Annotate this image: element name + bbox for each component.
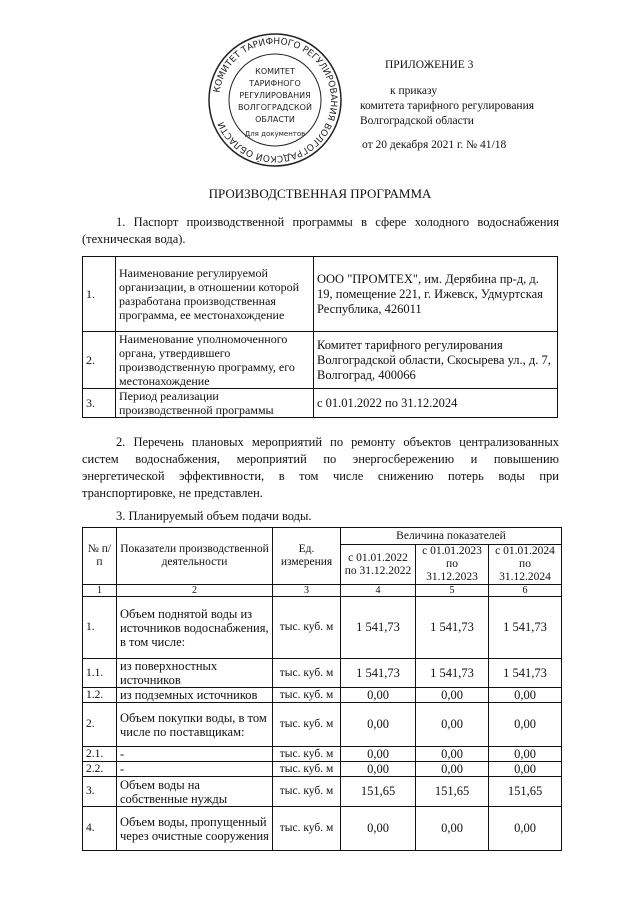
- value-2024: 0,00: [489, 688, 562, 703]
- row-indicator: Объем воды на собственные нужды: [117, 777, 273, 807]
- row-unit: тыс. куб. м: [273, 807, 341, 851]
- value-2022: 0,00: [341, 703, 416, 747]
- row-indicator: из поверхностных источников: [117, 659, 273, 688]
- value-2022: 1 541,73: [341, 597, 416, 659]
- svg-text:ВОЛГОГРАДСКОЙ: ВОЛГОГРАДСКОЙ: [238, 103, 312, 112]
- svg-text:Для документов: Для документов: [244, 130, 306, 138]
- value-2022: 151,65: [341, 777, 416, 807]
- committee-label: комитета тарифного регулирования: [360, 100, 535, 112]
- svg-text:КОМИТЕТ ТАРИФНОГО РЕГУЛИРОВАНИ: КОМИТЕТ ТАРИФНОГО РЕГУЛИРОВАНИЯ ВОЛГОГРАДСКОЙ ОБЛАСТИ: [212, 36, 339, 164]
- passport-table: [82, 256, 558, 418]
- order-label: к приказу: [390, 85, 438, 97]
- col-num: 5: [416, 585, 489, 597]
- value-2023: 0,00: [416, 762, 489, 777]
- header-period-2023: с 01.01.2023 по 31.12.2023: [416, 545, 489, 585]
- section-3-heading: 3. Планируемый объем подачи воды.: [116, 509, 312, 523]
- value-2023: 0,00: [416, 703, 489, 747]
- value-2022: 1 541,73: [341, 659, 416, 688]
- value-2023: 0,00: [416, 688, 489, 703]
- value-2022: 0,00: [341, 807, 416, 851]
- row-number: 1.1.: [83, 659, 117, 688]
- col-num: 3: [273, 585, 341, 597]
- row-number: 3.: [83, 777, 117, 807]
- row-unit: тыс. куб. м: [273, 703, 341, 747]
- table-row: [83, 389, 558, 418]
- row-unit: тыс. куб. м: [273, 659, 341, 688]
- table-row: [83, 332, 558, 389]
- table-row: [83, 597, 562, 659]
- row-number: 4.: [83, 807, 117, 851]
- section-1-heading: 1. Паспорт производственной программы в сфере холодного водоснабжения (техническая вода).: [82, 215, 559, 246]
- row-value: Комитет тарифного регулирования Волгоградской области, Скосырева ул., д. 7, Волгоград, 400066: [314, 332, 558, 389]
- column-number-row: [83, 585, 562, 597]
- row-label: Наименование регулируемой организации, в отношении которой разработана производственная программа, ее местонахождение: [116, 257, 314, 332]
- row-label: Период реализации производственной программы: [116, 389, 314, 418]
- row-number: 2.2.: [83, 762, 117, 777]
- header-values: Величина показателей: [341, 528, 562, 545]
- section-2-text: 2. Перечень плановых мероприятий по ремонту объектов централизованных систем водоснабжения, мероприятий по энергосбережению и повышению энергетической эффективности, в том числе снижению потерь воды при транспортировке, не представлен.: [82, 435, 559, 500]
- value-2024: 1 541,73: [489, 597, 562, 659]
- value-2023: 0,00: [416, 807, 489, 851]
- row-unit: тыс. куб. м: [273, 747, 341, 762]
- table-row: [83, 807, 562, 851]
- row-unit: тыс. куб. м: [273, 597, 341, 659]
- header-unit: Ед. измерения: [273, 528, 341, 585]
- row-indicator: -: [117, 762, 273, 777]
- header-period-2024: с 01.01.2024 по 31.12.2024: [489, 545, 562, 585]
- value-2024: 0,00: [489, 762, 562, 777]
- row-number: 1.: [83, 257, 116, 332]
- row-label: Наименование уполномоченного органа, утвердившего производственную программу, его местонахождение: [116, 332, 314, 389]
- row-number: 2.1.: [83, 747, 117, 762]
- col-num: 4: [341, 585, 416, 597]
- value-2023: 1 541,73: [416, 659, 489, 688]
- col-num: 1: [83, 585, 117, 597]
- table-row: [83, 703, 562, 747]
- row-indicator: -: [117, 747, 273, 762]
- value-2023: 0,00: [416, 747, 489, 762]
- table-row: [83, 762, 562, 777]
- value-2024: 1 541,73: [489, 659, 562, 688]
- svg-text:ОБЛАСТИ: ОБЛАСТИ: [255, 115, 295, 124]
- table-row: [83, 659, 562, 688]
- row-unit: тыс. куб. м: [273, 762, 341, 777]
- value-2024: 151,65: [489, 777, 562, 807]
- value-2022: 0,00: [341, 747, 416, 762]
- row-unit: тыс. куб. м: [273, 688, 341, 703]
- svg-text:РЕГУЛИРОВАНИЯ: РЕГУЛИРОВАНИЯ: [239, 91, 311, 100]
- value-2024: 0,00: [489, 747, 562, 762]
- col-num: 6: [489, 585, 562, 597]
- col-num: 2: [117, 585, 273, 597]
- order-date: от 20 декабря 2021 г. № 41/18: [362, 139, 507, 151]
- value-2022: 0,00: [341, 688, 416, 703]
- volume-table: [82, 527, 562, 851]
- row-indicator: Объем покупки воды, в том числе по поставщикам:: [117, 703, 273, 747]
- header-period-2022: с 01.01.2022 по 31.12.2022: [341, 545, 416, 585]
- value-2022: 0,00: [341, 762, 416, 777]
- header-indicator: Показатели производственной деятельности: [117, 528, 273, 585]
- row-indicator: из подземных источников: [117, 688, 273, 703]
- value-2024: 0,00: [489, 807, 562, 851]
- value-2023: 1 541,73: [416, 597, 489, 659]
- row-indicator: Объем воды, пропущенный через очистные сооружения: [117, 807, 273, 851]
- table-row: [83, 257, 558, 332]
- row-value: с 01.01.2022 по 31.12.2024: [314, 389, 558, 418]
- row-indicator: Объем поднятой воды из источников водоснабжения, в том числе:: [117, 597, 273, 659]
- svg-text:ТАРИФНОГО: ТАРИФНОГО: [249, 79, 301, 88]
- table-row: [83, 747, 562, 762]
- row-number: 1.2.: [83, 688, 117, 703]
- svg-text:КОМИТЕТ: КОМИТЕТ: [255, 67, 295, 76]
- value-2023: 151,65: [416, 777, 489, 807]
- table-row: [83, 688, 562, 703]
- row-value: ООО "ПРОМТЕХ", им. Дерябина пр-д, д. 19, помещение 221, г. Ижевск, Удмуртская Республика, 426011: [314, 257, 558, 332]
- header-num: № п/п: [83, 528, 117, 585]
- row-number: 3.: [83, 389, 116, 418]
- appendix-label: ПРИЛОЖЕНИЕ 3: [385, 59, 474, 71]
- row-number: 2.: [83, 703, 117, 747]
- row-number: 1.: [83, 597, 117, 659]
- row-number: 2.: [83, 332, 116, 389]
- table-row: [83, 777, 562, 807]
- page-title: ПРОИЗВОДСТВЕННАЯ ПРОГРАММА: [208, 186, 432, 201]
- row-unit: тыс. куб. м: [273, 777, 341, 807]
- value-2024: 0,00: [489, 703, 562, 747]
- region-label: Волгоградской области: [360, 115, 474, 127]
